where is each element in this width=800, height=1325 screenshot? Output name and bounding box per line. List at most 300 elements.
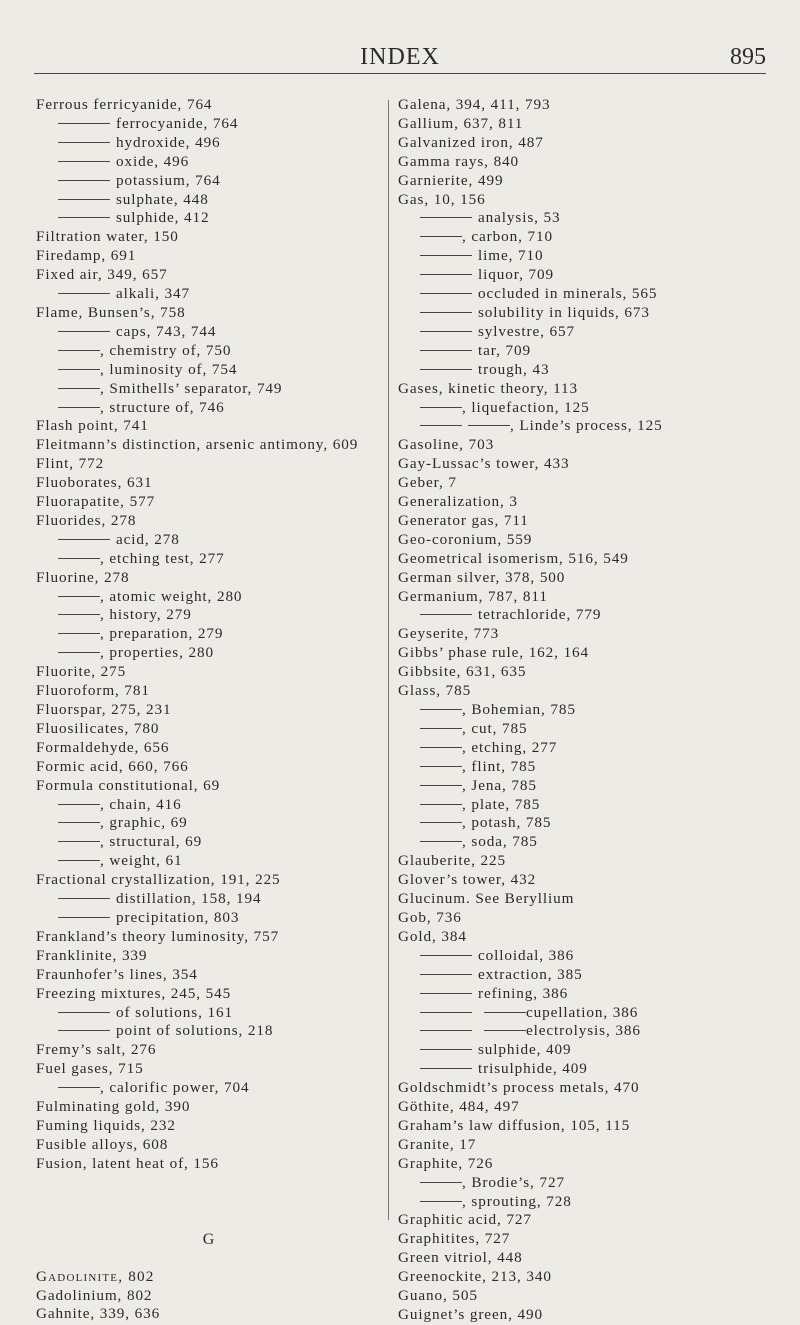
entry-text: Fluorspar, 275, 231	[36, 701, 172, 718]
index-subentry	[36, 1004, 382, 1023]
ditto-dash	[58, 1012, 110, 1013]
index-entry	[36, 966, 382, 985]
index-subentry	[398, 966, 770, 985]
index-entry	[398, 625, 770, 644]
ditto-dash	[58, 369, 100, 370]
index-subentry	[36, 191, 382, 210]
entry-text: acid, 278	[116, 530, 180, 548]
entry-text: extraction, 385	[478, 965, 583, 983]
entry-text: Graphitites, 727	[398, 1230, 511, 1248]
index-entry	[36, 739, 382, 758]
index-entry	[36, 474, 382, 493]
index-subentry	[36, 625, 382, 644]
index-list-f	[36, 96, 382, 1174]
entry-text: sulphide, 412	[116, 209, 210, 227]
entry-text: Galena, 394, 411, 793	[398, 96, 551, 113]
ditto-dash	[420, 350, 472, 351]
ditto-dash	[420, 822, 462, 823]
index-subentry	[36, 1022, 382, 1041]
entry-text: Gay-Lussac’s tower, 433	[398, 455, 570, 473]
entry-text: Graham’s law diffusion, 105, 115	[398, 1116, 631, 1134]
entry-text: , luminosity of, 754	[100, 360, 238, 378]
ditto-dash	[420, 728, 462, 729]
right-column	[398, 96, 770, 1325]
entry-text: , plate, 785	[462, 795, 541, 813]
index-subentry	[398, 228, 770, 247]
entry-text: Gases, kinetic theory, 113	[398, 379, 579, 397]
index-subentry	[36, 1079, 382, 1098]
index-entry	[398, 909, 770, 928]
index-subentry	[36, 909, 382, 928]
index-entry	[398, 550, 770, 569]
index-entry	[398, 1117, 770, 1136]
entry-text: Fleitmann’s distinction, arsenic antimony, 609	[36, 436, 359, 454]
ditto-dash	[420, 747, 462, 748]
entry-text: Fluoborates, 631	[36, 474, 153, 492]
entry-text: Gamma rays, 840	[398, 152, 520, 170]
entry-text: Gas, 10, 156	[398, 190, 486, 208]
index-entry	[398, 1249, 770, 1268]
entry-text: Gob, 736	[398, 908, 462, 926]
ditto-dash	[58, 841, 100, 842]
entry-text: German silver, 378, 500	[398, 568, 566, 586]
entry-text: , structural, 69	[100, 833, 203, 851]
index-entry	[398, 1079, 770, 1098]
index-entry	[36, 493, 382, 512]
index-entry	[398, 474, 770, 493]
index-entry	[398, 928, 770, 947]
entry-text: Fremy’s salt, 276	[36, 1041, 157, 1059]
ditto-dash	[58, 142, 110, 143]
entry-text: Geo-coronium, 559	[398, 530, 533, 548]
ditto-dash	[420, 841, 462, 842]
entry-text: Firedamp, 691	[36, 247, 137, 265]
entry-text: Galvanized iron, 487	[398, 133, 544, 151]
entry-text: Glover’s tower, 432	[398, 871, 537, 889]
index-subentry	[36, 399, 382, 418]
entry-text: , etching test, 277	[100, 549, 225, 567]
entry-text: Geometrical isomerism, 516, 549	[398, 549, 629, 567]
entry-text: trough, 43	[478, 360, 550, 378]
entry-text: Fluorite, 275	[36, 663, 127, 681]
index-subentry	[398, 720, 770, 739]
index-subentry	[398, 361, 770, 380]
index-subentry	[36, 153, 382, 172]
entry-text: Granite, 17	[398, 1135, 477, 1153]
entry-text: Guano, 505	[398, 1287, 478, 1305]
entry-text: , Smithells’ separator, 749	[100, 379, 283, 397]
entry-text: Fixed air, 349, 657	[36, 266, 168, 284]
ditto-dash	[58, 860, 100, 861]
index-entry	[36, 417, 382, 436]
index-subentry	[36, 852, 382, 871]
ditto-dash	[58, 1087, 100, 1088]
entry-text: Geber, 7	[398, 474, 457, 492]
index-entry	[398, 172, 770, 191]
index-entry	[398, 682, 770, 701]
index-entry	[36, 701, 382, 720]
ditto-dash	[420, 331, 472, 332]
ditto-dash	[420, 236, 462, 237]
index-subentry	[36, 342, 382, 361]
ditto-dash	[58, 199, 110, 200]
index-entry	[36, 985, 382, 1004]
ditto-dash	[58, 388, 100, 389]
entry-text: Germanium, 787, 811	[398, 587, 548, 605]
index-entry	[398, 871, 770, 890]
entry-text: distillation, 158, 194	[116, 890, 262, 908]
index-list-g-continued	[398, 96, 770, 1325]
index-subentry	[36, 531, 382, 550]
entry-text: alkali, 347	[116, 285, 191, 303]
index-subentry	[398, 1041, 770, 1060]
index-subentry	[398, 1022, 770, 1041]
index-entry	[36, 266, 382, 285]
index-entry	[36, 1268, 382, 1287]
index-entry	[398, 644, 770, 663]
entry-text: hydroxide, 496	[116, 133, 221, 151]
entry-text: Glucinum. See Beryllium	[398, 890, 575, 908]
entry-text: , history, 279	[100, 606, 192, 624]
index-subentry	[398, 701, 770, 720]
entry-text: caps, 743, 744	[116, 322, 217, 340]
index-subentry	[36, 361, 382, 380]
index-entry	[36, 682, 382, 701]
index-subentry	[36, 134, 382, 153]
index-entry	[36, 720, 382, 739]
ditto-dash	[468, 425, 510, 426]
ditto-dash	[420, 369, 472, 370]
entry-text: , Brodie’s, 727	[462, 1173, 565, 1191]
index-subentry	[36, 550, 382, 569]
index-subentry	[398, 606, 770, 625]
index-entry	[36, 247, 382, 266]
index-entry	[36, 871, 382, 890]
entry-text: Fulminating gold, 390	[36, 1098, 191, 1116]
ditto-dash	[420, 1068, 472, 1069]
entry-text: point of solutions, 218	[116, 1022, 274, 1040]
entry-text: refining, 386	[478, 984, 569, 1002]
entry-text: ferrocyanide, 764	[116, 114, 239, 132]
ditto-dash	[58, 180, 110, 181]
entry-text: Flash point, 741	[36, 417, 149, 435]
ditto-dash	[58, 539, 110, 540]
index-subentry	[36, 814, 382, 833]
index-subentry	[398, 399, 770, 418]
index-subentry	[398, 1193, 770, 1212]
index-entry	[398, 493, 770, 512]
index-subentry	[398, 758, 770, 777]
index-entry	[398, 134, 770, 153]
entry-text: Fusion, latent heat of, 156	[36, 1154, 219, 1172]
index-entry	[36, 1287, 382, 1306]
index-entry	[398, 1155, 770, 1174]
ditto-dash	[420, 766, 462, 767]
ditto-dash	[58, 293, 110, 294]
entry-text: Gadolinium, 802	[36, 1286, 153, 1304]
ditto-dash	[420, 1030, 472, 1031]
index-entry	[36, 304, 382, 323]
entry-text: Fluorapatite, 577	[36, 493, 156, 511]
entry-text: , calorific power, 704	[100, 1079, 250, 1097]
entry-text: Fusible alloys, 608	[36, 1135, 169, 1153]
entry-text: Flint, 772	[36, 455, 105, 473]
index-subentry	[398, 209, 770, 228]
entry-text: Green vitriol, 448	[398, 1249, 523, 1267]
header-rule	[34, 73, 766, 74]
entry-text: , cut, 785	[462, 719, 528, 737]
entry-text: , atomic weight, 280	[100, 587, 243, 605]
index-subentry	[398, 796, 770, 815]
entry-text: of solutions, 161	[116, 1003, 233, 1021]
ditto-dash	[420, 1201, 462, 1202]
entry-text: , properties, 280	[100, 644, 214, 662]
ditto-dash	[420, 785, 462, 786]
entry-text: Fraunhofer’s lines, 354	[36, 965, 198, 983]
index-subentry	[36, 588, 382, 607]
ditto-dash	[58, 652, 100, 653]
entry-text: Fractional crystallization, 191, 225	[36, 871, 281, 889]
entry-text: Gadolinite, 802	[36, 1267, 155, 1285]
entry-text: Graphite, 726	[398, 1154, 494, 1172]
index-entry	[36, 455, 382, 474]
index-entry	[36, 758, 382, 777]
index-subentry	[398, 947, 770, 966]
entry-text: electrolysis, 386	[526, 1022, 641, 1040]
index-list-g	[36, 1268, 382, 1325]
index-entry	[398, 455, 770, 474]
entry-text: Graphitic acid, 727	[398, 1211, 532, 1229]
page-title: INDEX	[360, 44, 440, 70]
ditto-dash	[420, 974, 472, 975]
index-entry	[398, 436, 770, 455]
index-entry	[398, 1306, 770, 1325]
index-subentry	[36, 606, 382, 625]
entry-text: , chemistry of, 750	[100, 341, 232, 359]
entry-text: Frankland’s theory luminosity, 757	[36, 927, 280, 945]
ditto-dash	[58, 804, 100, 805]
index-subentry	[398, 1004, 770, 1023]
index-entry	[36, 1155, 382, 1174]
index-entry	[398, 852, 770, 871]
index-subentry	[36, 115, 382, 134]
index-subentry	[36, 796, 382, 815]
index-entry	[398, 1136, 770, 1155]
entry-text: lime, 710	[478, 247, 544, 265]
ditto-dash	[58, 161, 110, 162]
ditto-dash	[58, 217, 110, 218]
index-subentry	[398, 342, 770, 361]
entry-text: , preparation, 279	[100, 625, 224, 643]
index-subentry	[398, 323, 770, 342]
index-entry	[398, 569, 770, 588]
index-subentry	[398, 247, 770, 266]
ditto-dash	[420, 425, 462, 426]
ditto-dash	[58, 614, 100, 615]
entry-text: analysis, 53	[478, 209, 561, 227]
index-entry	[398, 1230, 770, 1249]
entry-text: Freezing mixtures, 245, 545	[36, 984, 232, 1002]
entry-text: , graphic, 69	[100, 814, 188, 832]
entry-text: Garnierite, 499	[398, 171, 504, 189]
index-entry	[398, 512, 770, 531]
index-subentry	[36, 644, 382, 663]
index-entry	[36, 1060, 382, 1079]
entry-text: Gasoline, 703	[398, 436, 495, 454]
entry-text: tar, 709	[478, 341, 531, 359]
entry-text: tetrachloride, 779	[478, 606, 602, 624]
index-entry	[398, 1268, 770, 1287]
index-subentry	[398, 833, 770, 852]
index-entry	[36, 1098, 382, 1117]
ditto-dash	[58, 1030, 110, 1031]
index-entry	[398, 588, 770, 607]
index-subentry	[36, 209, 382, 228]
ditto-dash	[420, 955, 472, 956]
ditto-dash	[58, 898, 110, 899]
entry-text: , soda, 785	[462, 833, 538, 851]
entry-text: Formic acid, 660, 766	[36, 757, 189, 775]
entry-text: , weight, 61	[100, 852, 183, 870]
index-entry	[398, 380, 770, 399]
index-entry	[36, 928, 382, 947]
entry-text: Gibbs’ phase rule, 162, 164	[398, 644, 590, 662]
index-entry	[398, 96, 770, 115]
ditto-dash	[58, 350, 100, 351]
entry-text: precipitation, 803	[116, 908, 240, 926]
entry-text: Gibbsite, 631, 635	[398, 663, 527, 681]
index-subentry	[398, 985, 770, 1004]
entry-text: , etching, 277	[462, 738, 558, 756]
entry-text: Göthite, 484, 497	[398, 1098, 520, 1116]
column-divider	[388, 100, 389, 1220]
index-subentry	[398, 417, 770, 436]
entry-text: Greenockite, 213, 340	[398, 1268, 552, 1286]
entry-text: solubility in liquids, 673	[478, 303, 650, 321]
ditto-dash	[58, 596, 100, 597]
ditto-dash	[420, 804, 462, 805]
entry-text: , liquefaction, 125	[462, 398, 590, 416]
ditto-dash	[58, 331, 110, 332]
entry-text: sylvestre, 657	[478, 322, 575, 340]
ditto-dash	[58, 917, 110, 918]
entry-text: Glass, 785	[398, 682, 472, 700]
index-subentry	[36, 890, 382, 909]
entry-text: Fluorine, 278	[36, 568, 130, 586]
index-entry	[398, 115, 770, 134]
index-entry	[36, 947, 382, 966]
index-entry	[398, 1211, 770, 1230]
index-subentry	[398, 266, 770, 285]
entry-text: , Linde’s process, 125	[510, 417, 663, 435]
ditto-dash	[484, 1012, 526, 1013]
page-header	[0, 44, 800, 74]
index-entry	[36, 777, 382, 796]
entry-text: liquor, 709	[478, 266, 554, 284]
index-entry	[36, 569, 382, 588]
index-subentry	[398, 777, 770, 796]
entry-text: Guignet’s green, 490	[398, 1306, 543, 1323]
index-entry	[36, 1117, 382, 1136]
entry-text: , sprouting, 728	[462, 1192, 572, 1210]
ditto-dash	[420, 293, 472, 294]
ditto-dash	[58, 822, 100, 823]
entry-text: Fluosilicates, 780	[36, 719, 160, 737]
index-subentry	[398, 814, 770, 833]
entry-text: Flame, Bunsen’s, 758	[36, 303, 186, 321]
entry-text: Fluorides, 278	[36, 511, 137, 529]
index-entry	[398, 663, 770, 682]
index-entry	[398, 890, 770, 909]
index-entry	[36, 96, 382, 115]
entry-text: Formula constitutional, 69	[36, 776, 221, 794]
entry-text: sulphate, 448	[116, 190, 209, 208]
entry-text: , chain, 416	[100, 795, 182, 813]
index-subentry	[398, 1060, 770, 1079]
entry-text: cupellation, 386	[526, 1003, 639, 1021]
index-entry	[36, 436, 382, 455]
index-entry	[36, 1305, 382, 1324]
entry-text: Franklinite, 339	[36, 946, 148, 964]
entry-text: , potash, 785	[462, 814, 552, 832]
index-entry	[398, 1098, 770, 1117]
ditto-dash	[420, 1049, 472, 1050]
index-entry	[36, 228, 382, 247]
entry-text: trisulphide, 409	[478, 1060, 588, 1078]
index-subentry	[36, 323, 382, 342]
entry-text: , Bohemian, 785	[462, 701, 576, 718]
entry-text: Generalization, 3	[398, 493, 518, 511]
ditto-dash	[484, 1030, 526, 1031]
entry-text: oxide, 496	[116, 152, 190, 170]
entry-text: Glauberite, 225	[398, 852, 506, 870]
ditto-dash	[420, 1182, 462, 1183]
entry-text: Gahnite, 339, 636	[36, 1305, 161, 1323]
index-subentry	[398, 1174, 770, 1193]
ditto-dash	[420, 217, 472, 218]
entry-text: Generator gas, 711	[398, 511, 529, 529]
index-entry	[36, 512, 382, 531]
entry-text: , Jena, 785	[462, 776, 537, 794]
entry-text: Geyserite, 773	[398, 625, 500, 643]
ditto-dash	[420, 407, 462, 408]
index-subentry	[36, 380, 382, 399]
index-subentry	[398, 285, 770, 304]
entry-text: colloidal, 386	[478, 946, 575, 964]
index-subentry	[36, 285, 382, 304]
index-entry	[398, 191, 770, 210]
page-number: 895	[730, 44, 766, 70]
index-subentry	[398, 304, 770, 323]
entry-text: Fluoroform, 781	[36, 682, 150, 700]
ditto-dash	[420, 274, 472, 275]
index-entry	[398, 153, 770, 172]
ditto-dash	[58, 123, 110, 124]
entry-text: Formaldehyde, 656	[36, 738, 170, 756]
ditto-dash	[58, 558, 100, 559]
index-entry	[398, 531, 770, 550]
ditto-dash	[58, 407, 100, 408]
entry-text: Fuming liquids, 232	[36, 1116, 176, 1134]
entry-text: , structure of, 746	[100, 398, 225, 416]
index-entry	[36, 663, 382, 682]
index-entry	[36, 1041, 382, 1060]
entry-text: Gold, 384	[398, 927, 467, 945]
entry-text: sulphide, 409	[478, 1041, 572, 1059]
entry-text: Filtration water, 150	[36, 228, 179, 246]
index-entry	[36, 1136, 382, 1155]
index-entry	[398, 1287, 770, 1306]
